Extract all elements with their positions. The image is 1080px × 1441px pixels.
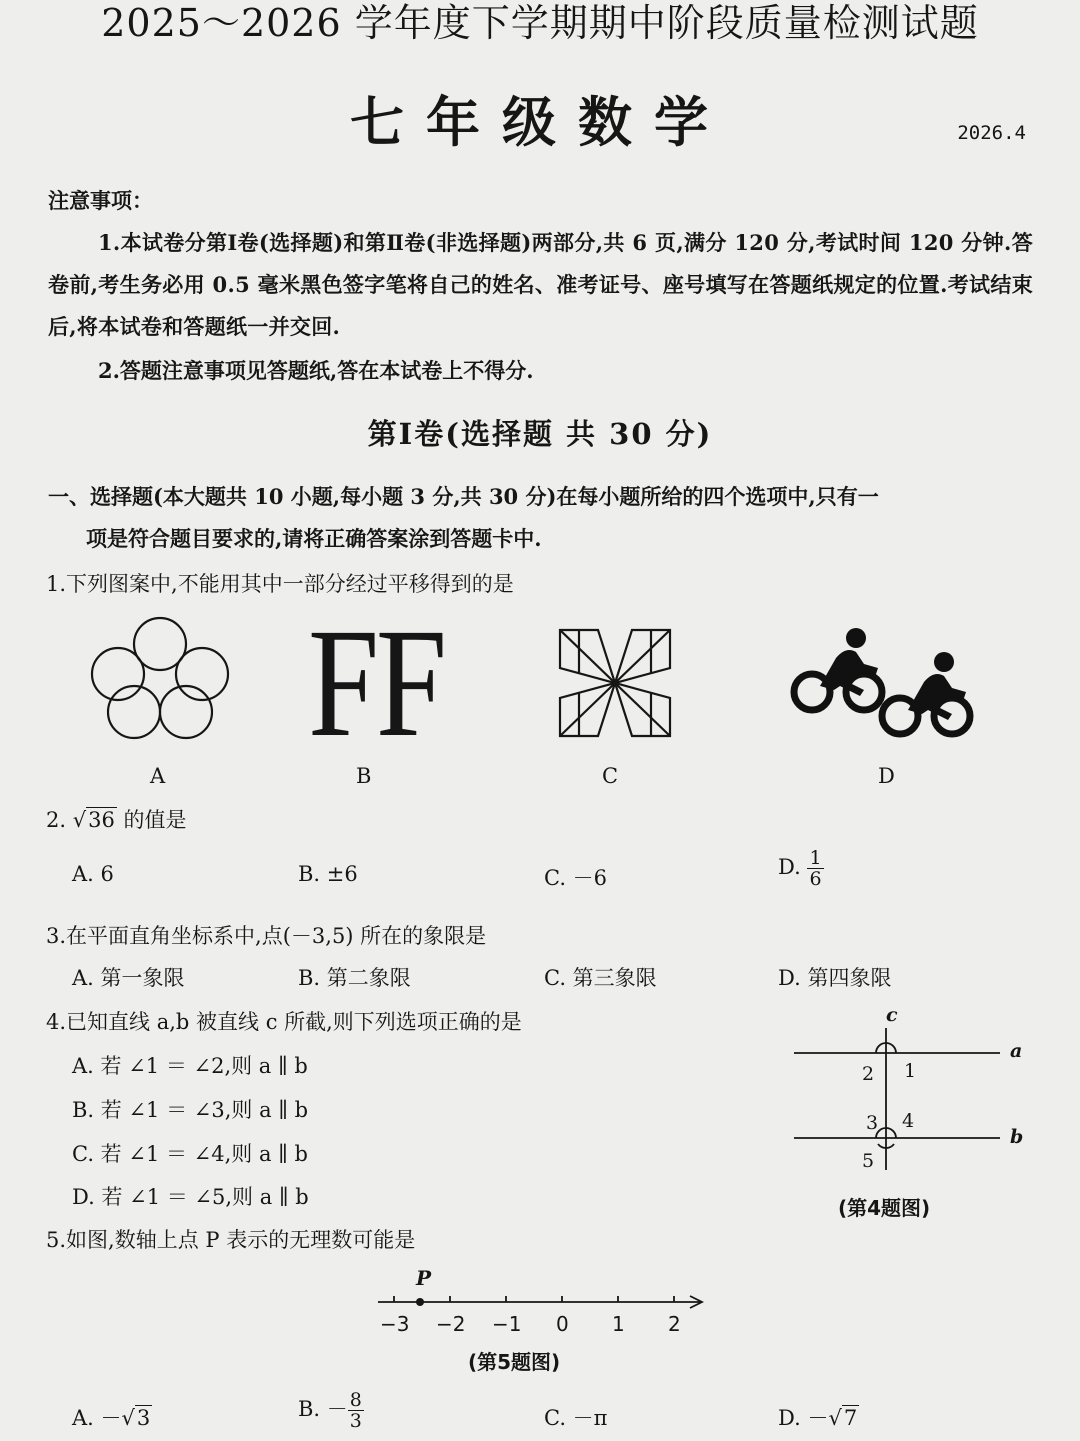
- q5-stem: 5.如图,数轴上点 P 表示的无理数可能是: [46, 1228, 416, 1252]
- q1-figure-b-ff: FF: [308, 596, 444, 769]
- q2-option-d-prefix: D.: [778, 855, 801, 879]
- notice-item-1: 1.本试卷分第Ⅰ卷(选择题)和第Ⅱ卷(非选择题)两部分,共 6 页,满分 120 分,考试时间 120 分钟.答卷前,考生务必用 0.5 毫米黑色签字笔将自己的姓名、准考证号、座号填写在答题纸规定的位置.考试结束后,将本试卷和答题纸一并交回.: [48, 230, 1033, 339]
- section-title: 第Ⅰ卷(选择题 共 30 分): [367, 417, 713, 451]
- q3-stem: 3.在平面直角坐标系中,点(－3,5) 所在的象限是: [46, 924, 487, 948]
- q5-tick-2: 2: [668, 1312, 681, 1336]
- q1-figure-a-circles: [90, 614, 230, 744]
- q4-figure-caption: (第4题图): [838, 1196, 931, 1220]
- q5-tick-neg1: −1: [492, 1312, 522, 1336]
- q4-line-b-label: b: [1010, 1126, 1024, 1148]
- q2-option-d: [778, 848, 824, 889]
- q4-figure-parallel-lines: [790, 1020, 1010, 1170]
- q4-line-c-label: c: [886, 1004, 898, 1026]
- q2-tail: 的值是: [123, 808, 187, 832]
- q5-option-c: C. －π: [544, 1406, 608, 1430]
- q5-option-a-sqrt: √3: [121, 1406, 151, 1430]
- q5-option-a-prefix: A. －: [72, 1406, 122, 1430]
- notice-item-2: 2.答题注意事项见答题纸,答在本试卷上不得分.: [98, 358, 534, 383]
- exam-title: 2025～2026 学年度下学期期中阶段质量检测试题: [101, 1, 979, 45]
- q3-option-d: D. 第四象限: [778, 966, 892, 990]
- q2-option-c: C. －6: [544, 866, 608, 890]
- q5-tick-0: 0: [556, 1312, 569, 1336]
- q5-tick-neg3: −3: [380, 1312, 410, 1336]
- q2-number: 2.: [46, 808, 67, 832]
- q1-stem: 1.下列图案中,不能用其中一部分经过平移得到的是: [46, 572, 514, 596]
- q3-option-a: A. 第一象限: [72, 966, 185, 990]
- q2-option-b: B. ±6: [298, 862, 358, 886]
- q5-option-d: [778, 1402, 859, 1432]
- q4-option-c: C. 若 ∠1 ＝ ∠4,则 a ∥ b: [72, 1142, 308, 1166]
- q5-option-d-radicand: 7: [843, 1406, 858, 1430]
- section-instruction-line2: 项是符合题目要求的,请将正确答案涂到答题卡中.: [86, 526, 542, 551]
- section-instruction-line1: 一、选择题(本大题共 10 小题,每小题 3 分,共 30 分)在每小题所给的四个选项中,只有一: [48, 484, 879, 509]
- q1-figure-d-cyclists-icon: [790, 624, 980, 740]
- q5-option-d-prefix: D. －: [778, 1406, 829, 1430]
- q5-option-d-sqrt: √7: [828, 1406, 858, 1430]
- q5-option-b: [298, 1390, 364, 1431]
- q1-label-c: C: [602, 764, 619, 788]
- q4-stem: 4.已知直线 a,b 被直线 c 所截,则下列选项正确的是: [46, 1010, 522, 1034]
- q4-angle-4: 4: [902, 1110, 915, 1132]
- q4-angle-1: 1: [904, 1060, 917, 1082]
- q5-point-p-dot: [416, 1298, 424, 1306]
- q1-label-b: B: [356, 764, 372, 788]
- q5-option-a-radicand: 3: [136, 1406, 151, 1430]
- q3-option-c: C. 第三象限: [544, 966, 657, 990]
- q4-angle-2: 2: [862, 1063, 875, 1085]
- q1-figure-c-cross-pattern: [558, 628, 672, 738]
- q1-label-a: A: [150, 764, 166, 788]
- q2-option-a: A. 6: [72, 862, 114, 886]
- q5-tick-neg2: −2: [436, 1312, 466, 1336]
- q5-number-line: [378, 1290, 718, 1314]
- q5-option-b-prefix: B. －: [298, 1397, 348, 1421]
- q4-option-a: A. 若 ∠1 ＝ ∠2,则 a ∥ b: [72, 1054, 308, 1078]
- q2-sqrt: √36: [72, 808, 115, 832]
- q5-figure-caption: (第5题图): [468, 1350, 561, 1374]
- q5-tick-1: 1: [612, 1312, 625, 1336]
- q2-radicand: 36: [88, 808, 115, 832]
- q4-line-a-label: a: [1010, 1040, 1023, 1062]
- q4-angle-3: 3: [866, 1112, 879, 1134]
- notice-heading: 注意事项：: [48, 188, 153, 213]
- q4-option-b: B. 若 ∠1 ＝ ∠3,则 a ∥ b: [72, 1098, 309, 1122]
- q5-point-p-label: P: [416, 1266, 432, 1290]
- q5-option-b-fraction: $\frac{8}{3}$: [349, 1389, 362, 1432]
- exam-date: 2026.4: [957, 122, 1026, 144]
- q2-stem: [46, 804, 187, 834]
- subject-title: 七年级数学: [350, 90, 730, 154]
- q1-label-d: D: [878, 764, 895, 788]
- q2-option-d-fraction: $\frac{1}{6}$: [809, 847, 822, 890]
- q4-angle-5: 5: [862, 1150, 875, 1172]
- q5-option-a: [72, 1402, 152, 1432]
- q4-option-d: D. 若 ∠1 ＝ ∠5,则 a ∥ b: [72, 1185, 309, 1209]
- q3-option-b: B. 第二象限: [298, 966, 411, 990]
